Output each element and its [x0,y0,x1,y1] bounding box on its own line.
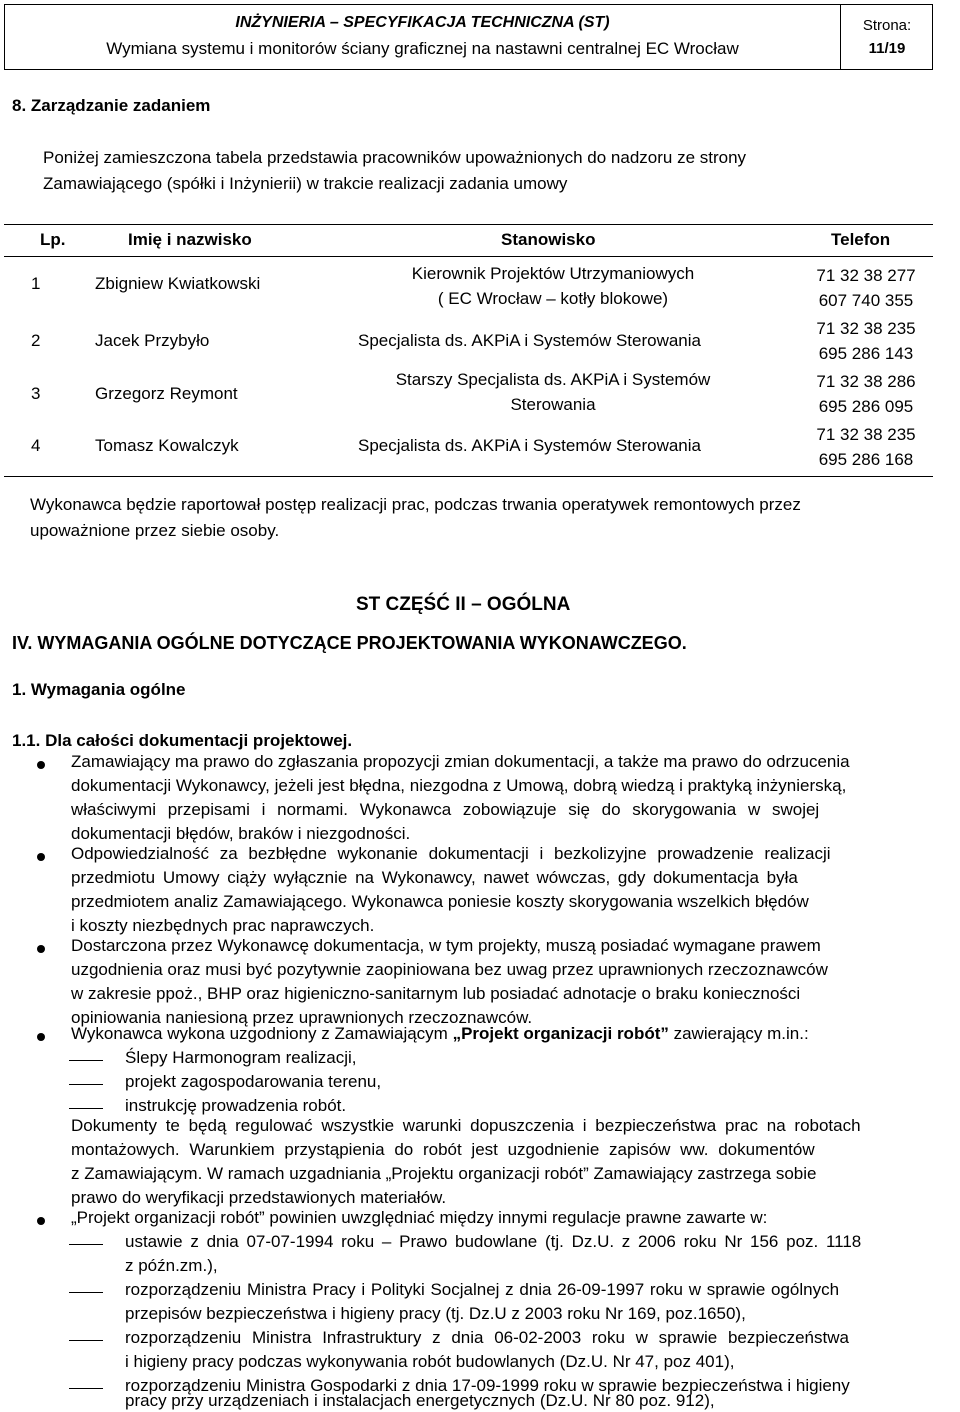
bullet-line: Odpowiedzialność za bezbłędne wykonanie dokumentacji i bezkolizyjne prowadzenie realizacji [71,844,831,863]
row-position-2: Sterowania [510,395,596,414]
bullet-line: montażowych. Warunkiem przystąpienia do robót jest uzgodnienie zapisów ww. dokumentów [71,1140,815,1159]
table-header-border [4,256,933,257]
row-phone-1: 71 32 38 286 [816,372,916,391]
row-lp: 1 [31,274,41,293]
dash-item: rozporządzeniu Ministra Gospodarki z dnia 17-09-1999 roku w sprawie bezpieczeństwa i higieny [125,1376,850,1395]
bullet-line: przedmiotu Umowy ciąży wyłącznie na Wykonawcy, nawet wówczas, gdy dokumentacja była [71,868,798,887]
header-subtitle: Wymiana systemu i monitorów ściany graficznej na nastawni centralnej EC Wrocław [106,39,739,58]
dash-icon [69,1292,103,1293]
row-phone-2: 695 286 168 [818,450,914,469]
subsection-1-1-heading: 1.1. Dla całości dokumentacji projektowej. [12,731,353,750]
bullet-line [71,1024,809,1044]
table-top-border [4,224,933,225]
dash-item-cont: pracy przy urządzeniach i instalacjach energetycznych (Dz.U. Nr 80 poz. 912), [125,1391,715,1410]
row-name: Jacek Przybyło [95,331,210,350]
subsection-1-heading: 1. Wymagania ogólne [12,680,186,699]
row-name: Grzegorz Reymont [95,384,238,403]
col-header-position: Stanowisko [501,230,596,249]
row-phone-2: 695 286 095 [818,397,914,416]
dash-icon [69,1340,103,1341]
col-header-lp: Lp. [40,230,66,249]
dash-item: rozporządzeniu Ministra Infrastruktury z dnia 06-02-2003 roku w sprawie bezpieczeństwa [125,1328,849,1347]
row-lp: 2 [31,331,41,350]
row-position: Specjalista ds. AKPiA i Systemów Sterowania [358,436,701,455]
dash-item: instrukcję prowadzenia robót. [125,1096,347,1115]
row-name: Zbigniew Kwiatkowski [95,274,261,293]
dash-item-cont: z późn.zm.), [125,1256,218,1275]
dash-item: projekt zagospodarowania terenu, [125,1072,382,1091]
col-header-name: Imię i nazwisko [128,230,252,249]
bullet-line: z Zamawiającym. W ramach uzgadniania „Projektu organizacji robót” Zamawiający zastrzega sobie [71,1164,817,1183]
bullet-line: przedmiotem analiz Zamawiającego. Wykonawca poniesie koszty skorygowania wszelkich błędów [71,892,809,911]
page-header [4,4,933,70]
intro-line-1: Poniżej zamieszczona tabela przedstawia pracowników upoważnionych do nadzoru ze strony [43,148,747,167]
bullet-line: opiniowania naniesioną przez uprawnionych rzeczoznawców. [71,1008,533,1027]
col-header-phone: Telefon [831,230,891,249]
report-line-2: upoważnione przez siebie osoby. [30,521,280,540]
row-position-2: ( EC Wrocław – kotły blokowe) [437,289,669,308]
section-heading: 8. Zarządzanie zadaniem [12,96,211,115]
row-phone-1: 71 32 38 235 [816,319,916,338]
row-phone-2: 607 740 355 [818,291,914,310]
bullet-line: właściwymi przepisami i normami. Wykonawca zobowiązuje się do skorygowania w swojej [71,800,820,819]
table-bottom-border [4,476,933,477]
bullet-text: zawierający m.in.: [668,1024,809,1043]
bullet-dot-icon [37,761,45,769]
bullet-line: Dostarczona przez Wykonawcę dokumentacja, w tym projekty, muszą posiadać wymagane prawem [71,936,821,955]
bullet-line: w zakresie ppoż., BHP oraz higieniczno-sanitarnym lub posiadać adnotacje o braku konieczności [71,984,801,1003]
row-position: Specjalista ds. AKPiA i Systemów Sterowania [358,331,701,350]
row-phone-2: 695 286 143 [818,344,914,363]
bullet-text: Wykonawca wykona uzgodniony z Zamawiającym [71,1024,453,1043]
dash-item: ustawie z dnia 07-07-1994 roku – Prawo budowlane (tj. Dz.U. z 2006 roku Nr 156 poz. 1118 [125,1232,862,1251]
header-title: INŻYNIERIA – SPECYFIKACJA TECHNICZNA (ST) [235,14,610,31]
bullet-line: i koszty niezbędnych prac naprawczych. [71,916,375,935]
dash-item-cont: przepisów bezpieczeństwa i higieny pracy (tj. Dz.U z 2003 roku Nr 169, poz.1650), [125,1304,746,1323]
bullet-line: uzgodnienia oraz musi być pozytywnie zaopiniowana bez uwag przez uprawnionych rzeczoznawców [71,960,828,979]
bullet-line: prawo do weryfikacji przedstawionych materiałów. [71,1188,447,1207]
bullet-dot-icon [37,1033,45,1041]
page-label: Strona: [862,17,912,34]
bullet-line: dokumentacji błędów, braków i niezgodności. [71,824,411,843]
bullet-bold-text: „Projekt organizacji robót” [452,1024,669,1043]
row-position: Starszy Specjalista ds. AKPiA i Systemów [395,370,711,389]
dash-item: Ślepy Harmonogram realizacji, [125,1048,357,1067]
part-title: ST CZĘŚĆ II – OGÓLNA [356,594,571,615]
row-position: Kierownik Projektów Utrzymaniowych [411,264,695,283]
dash-icon [69,1388,103,1389]
dash-icon [69,1108,103,1109]
bullet-line: Dokumenty te będą regulować wszystkie warunki dopuszczenia i bezpieczeństwa prac na robotach [71,1116,861,1135]
dash-item-cont: i higieny pracy podczas wykonywania robót budowlanych (Dz.U. Nr 47, poz 401), [125,1352,735,1371]
bullet-dot-icon [37,945,45,953]
section-iv-heading: IV. WYMAGANIA OGÓLNE DOTYCZĄCE PROJEKTOWANIA WYKONAWCZEGO. [12,633,687,653]
header-divider [840,5,841,69]
row-name: Tomasz Kowalczyk [95,436,239,455]
page-number: 11/19 [868,40,906,57]
row-lp: 4 [31,436,41,455]
bullet-dot-icon [37,853,45,861]
row-lp: 3 [31,384,41,403]
dash-item: rozporządzeniu Ministra Pracy i Polityki Socjalnej z dnia 26-09-1997 roku w sprawie ogólnych [125,1280,840,1299]
bullet-dot-icon [37,1217,45,1225]
bullet-line: „Projekt organizacji robót” powinien uwzględniać między innymi regulacje prawne zawarte w: [71,1208,768,1227]
dash-icon [69,1060,103,1061]
bullet-line: Zamawiający ma prawo do zgłaszania propozycji zmian dokumentacji, a także ma prawo do odrzucenia [71,752,850,771]
dash-icon [69,1084,103,1085]
bullet-line: dokumentacji Wykonawcy, jeżeli jest błędna, niezgodna z Umową, dobrą wiedzą i praktyką inżynierską, [71,776,847,795]
row-phone-1: 71 32 38 235 [816,425,916,444]
dash-icon [69,1244,103,1245]
row-phone-1: 71 32 38 277 [816,266,916,285]
intro-line-2: Zamawiającego (spółki i Inżynierii) w trakcie realizacji zadania umowy [43,174,568,193]
report-line-1: Wykonawca będzie raportował postęp realizacji prac, podczas trwania operatywek remontowych przez [30,495,801,514]
